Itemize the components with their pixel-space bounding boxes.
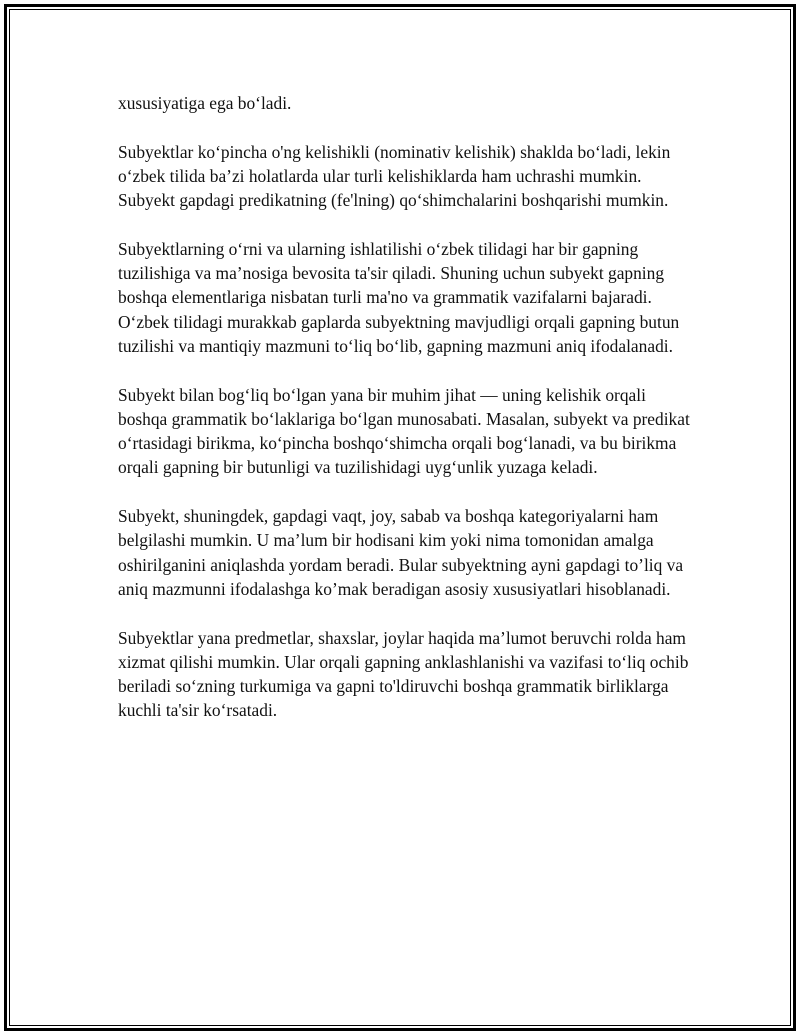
document-body xyxy=(118,91,698,747)
paragraph-4: Subyekt bilan bog‘liq bo‘lgan yana bir muhim jihat — uning kelishik orqali boshqa grammatik bo‘laklariga bo‘lgan munosabati. Masalan, subyekt va predikat o‘rtasidagi birikma, ko‘pincha boshqo‘shimcha orqali bog‘lanadi, va bu birikma orqali gapning bir butunligi va tuzilishidagi uyg‘unlik yuzaga keladi. xyxy=(118,384,690,478)
paragraph-2: Subyektlar ko‘pincha o'ng kelishikli (nominativ kelishik) shaklda bo‘ladi, lekin o‘zbek tilida ba’zi holatlarda ular turli kelishiklarda ham uchrashi mumkin. Subyekt gapdagi predikatning (fe'lning) qo‘shimchalarini boshqarishi mumkin. xyxy=(118,141,671,211)
paragraph-5: Subyekt, shuningdek, gapdagi vaqt, joy, sabab va boshqa kategoriyalarni ham belgilashi mumkin. U ma’lum bir hodisani kim yoki nima tomonidan amalga oshirilganini aniqlashda yordam beradi. Bular subyektning ayni gapdagi to’liq va aniq mazmunni ifodalashga ko’mak beradigan asosiy xususiyatlari hisoblanadi. xyxy=(118,506,684,599)
paragraph-3: Subyektlarning o‘rni va ularning ishlatilishi o‘zbek tilidagi har bir gapning tuzilishiga va ma’nosiga bevosita ta'sir qiladi. Shuning uchun subyekt gapning boshqa elementlariga nisbatan turli ma'no va grammatik vazifalarni bajaradi. O‘zbek tilidagi murakkab gaplarda subyektning mavjudligi orqali gapning butun tuzilishi va mantiqiy mazmuni to‘liq bo‘lib, gapning mazmuni aniq ifodalanadi. xyxy=(118,238,680,356)
paragraph-1: xususiyatiga ega bo‘ladi. xyxy=(118,93,292,113)
paragraph-6: Subyektlar yana predmetlar, shaxslar, joylar haqida ma’lumot beruvchi rolda ham xizmat qilishi mumkin. Ular orqali gapning anklashlanishi va vazifasi to‘liq ochib beriladi so‘zning turkumiga va gapni to'ldiruvchi boshqa grammatik birliklarga kuchli ta'sir ko‘rsatadi. xyxy=(118,627,689,721)
